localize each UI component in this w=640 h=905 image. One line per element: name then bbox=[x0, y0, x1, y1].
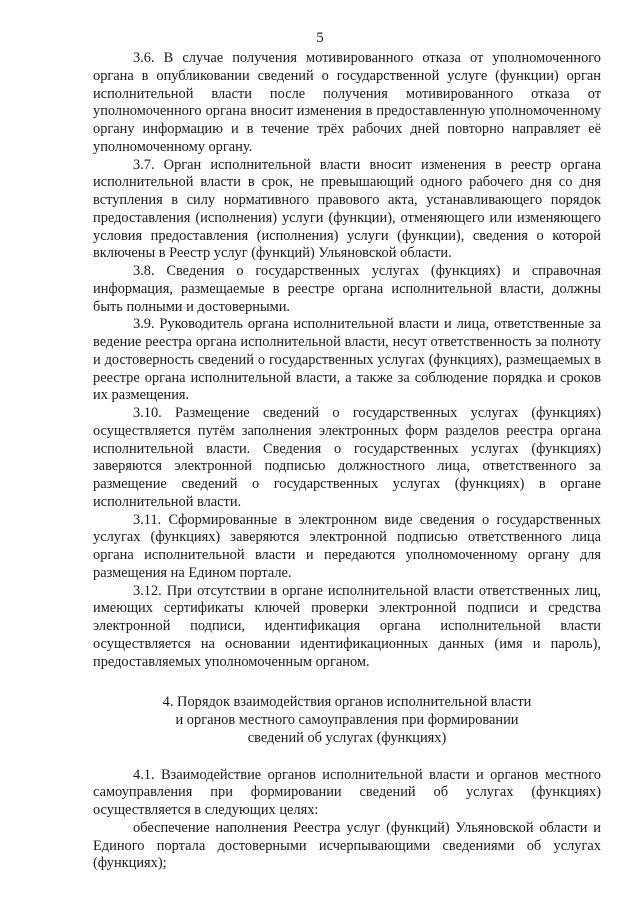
paragraph-4-1-goal-1: обеспечение наполнения Реестра услуг (функций) Ульяновской области и Единого портала достоверными исчерпывающими сведениями об услугах (функциях); bbox=[93, 819, 601, 872]
paragraph-3-7: 3.7. Орган исполнительной власти вносит изменения в реестр органа исполнительной власти в срок, не превышающий одного рабочего дня со дня вступления в силу нормативного правового акта, устанавливающего порядок предоставления (исполнения) услуги (функции), отменяющего или изменяющего условия предоставления (исполнения) услуги (функции), сведения о которой включены в Реестр услуг (функций) Ульяновской области. bbox=[93, 156, 601, 262]
section-heading-line-2: и органов местного самоуправления при формировании bbox=[175, 712, 519, 728]
document-body bbox=[93, 50, 601, 873]
paragraph-3-12: 3.12. При отсутствии в органе исполнительной власти ответственных лиц, имеющих сертификаты ключей проверки электронной подписи и средства электронной подписи, идентификация органа исполнительной власти осуществляется на основании идентификационных данных (имя и пароль), предоставляемых уполномоченным органом. bbox=[93, 582, 601, 670]
page-number: 5 bbox=[316, 30, 324, 46]
section-4-heading bbox=[93, 694, 601, 747]
paragraph-4-1: 4.1. Взаимодействие органов исполнительной власти и органов местного самоуправления при формировании сведений об услугах (функциях) осуществляется в следующих целях: bbox=[93, 766, 601, 818]
paragraph-3-9: 3.9. Руководитель органа исполнительной власти и лица, ответственные за ведение реестра органа исполнительной власти, несут ответственность за полноту и достоверность сведений о государственных услугах (функциях), размещаемых в реестре органа исполнительной власти, а также за соблюдение порядка и сроков их размещения. bbox=[93, 316, 601, 404]
paragraph-3-10: 3.10. Размещение сведений о государственных услугах (функциях) осуществляется путём заполнения электронных форм разделов реестра органа исполнительной власти. Сведения о государственных услугах (функциях) заверяются электронной подписью должностного лица, ответственного за размещение сведений о государственных услугах (функциях) в органе исполнительной власти. bbox=[93, 405, 601, 510]
paragraph-3-11: 3.11. Сформированные в электронном виде сведения о государственных услугах (функциях) заверяются электронной подписью ответственного лица органа исполнительной власти и передаются уполномоченному органу для размещения на Едином портале. bbox=[93, 511, 601, 581]
section-heading-line-3: сведений об услугах (функциях) bbox=[247, 729, 447, 746]
paragraph-3-8: 3.8. Сведения о государственных услугах (функциях) и справочная информация, размещаемые в реестре органа исполнительной власти, должны быть полными и достоверными. bbox=[93, 263, 601, 315]
paragraph-3-6: 3.6. В случае получения мотивированного отказа от уполномоченного органа в опубликовании сведений о государственной услуге (функции) орган исполнительной власти после получения мотивированного отказа от уполномоченного органа вносит изменения в предоставленную уполномоченному органу информацию и в течение трёх рабочих дней повторно направляет её уполномоченному органу. bbox=[93, 50, 601, 155]
section-heading-line-1: 4. Порядок взаимодействия органов исполнительной власти bbox=[162, 694, 532, 711]
